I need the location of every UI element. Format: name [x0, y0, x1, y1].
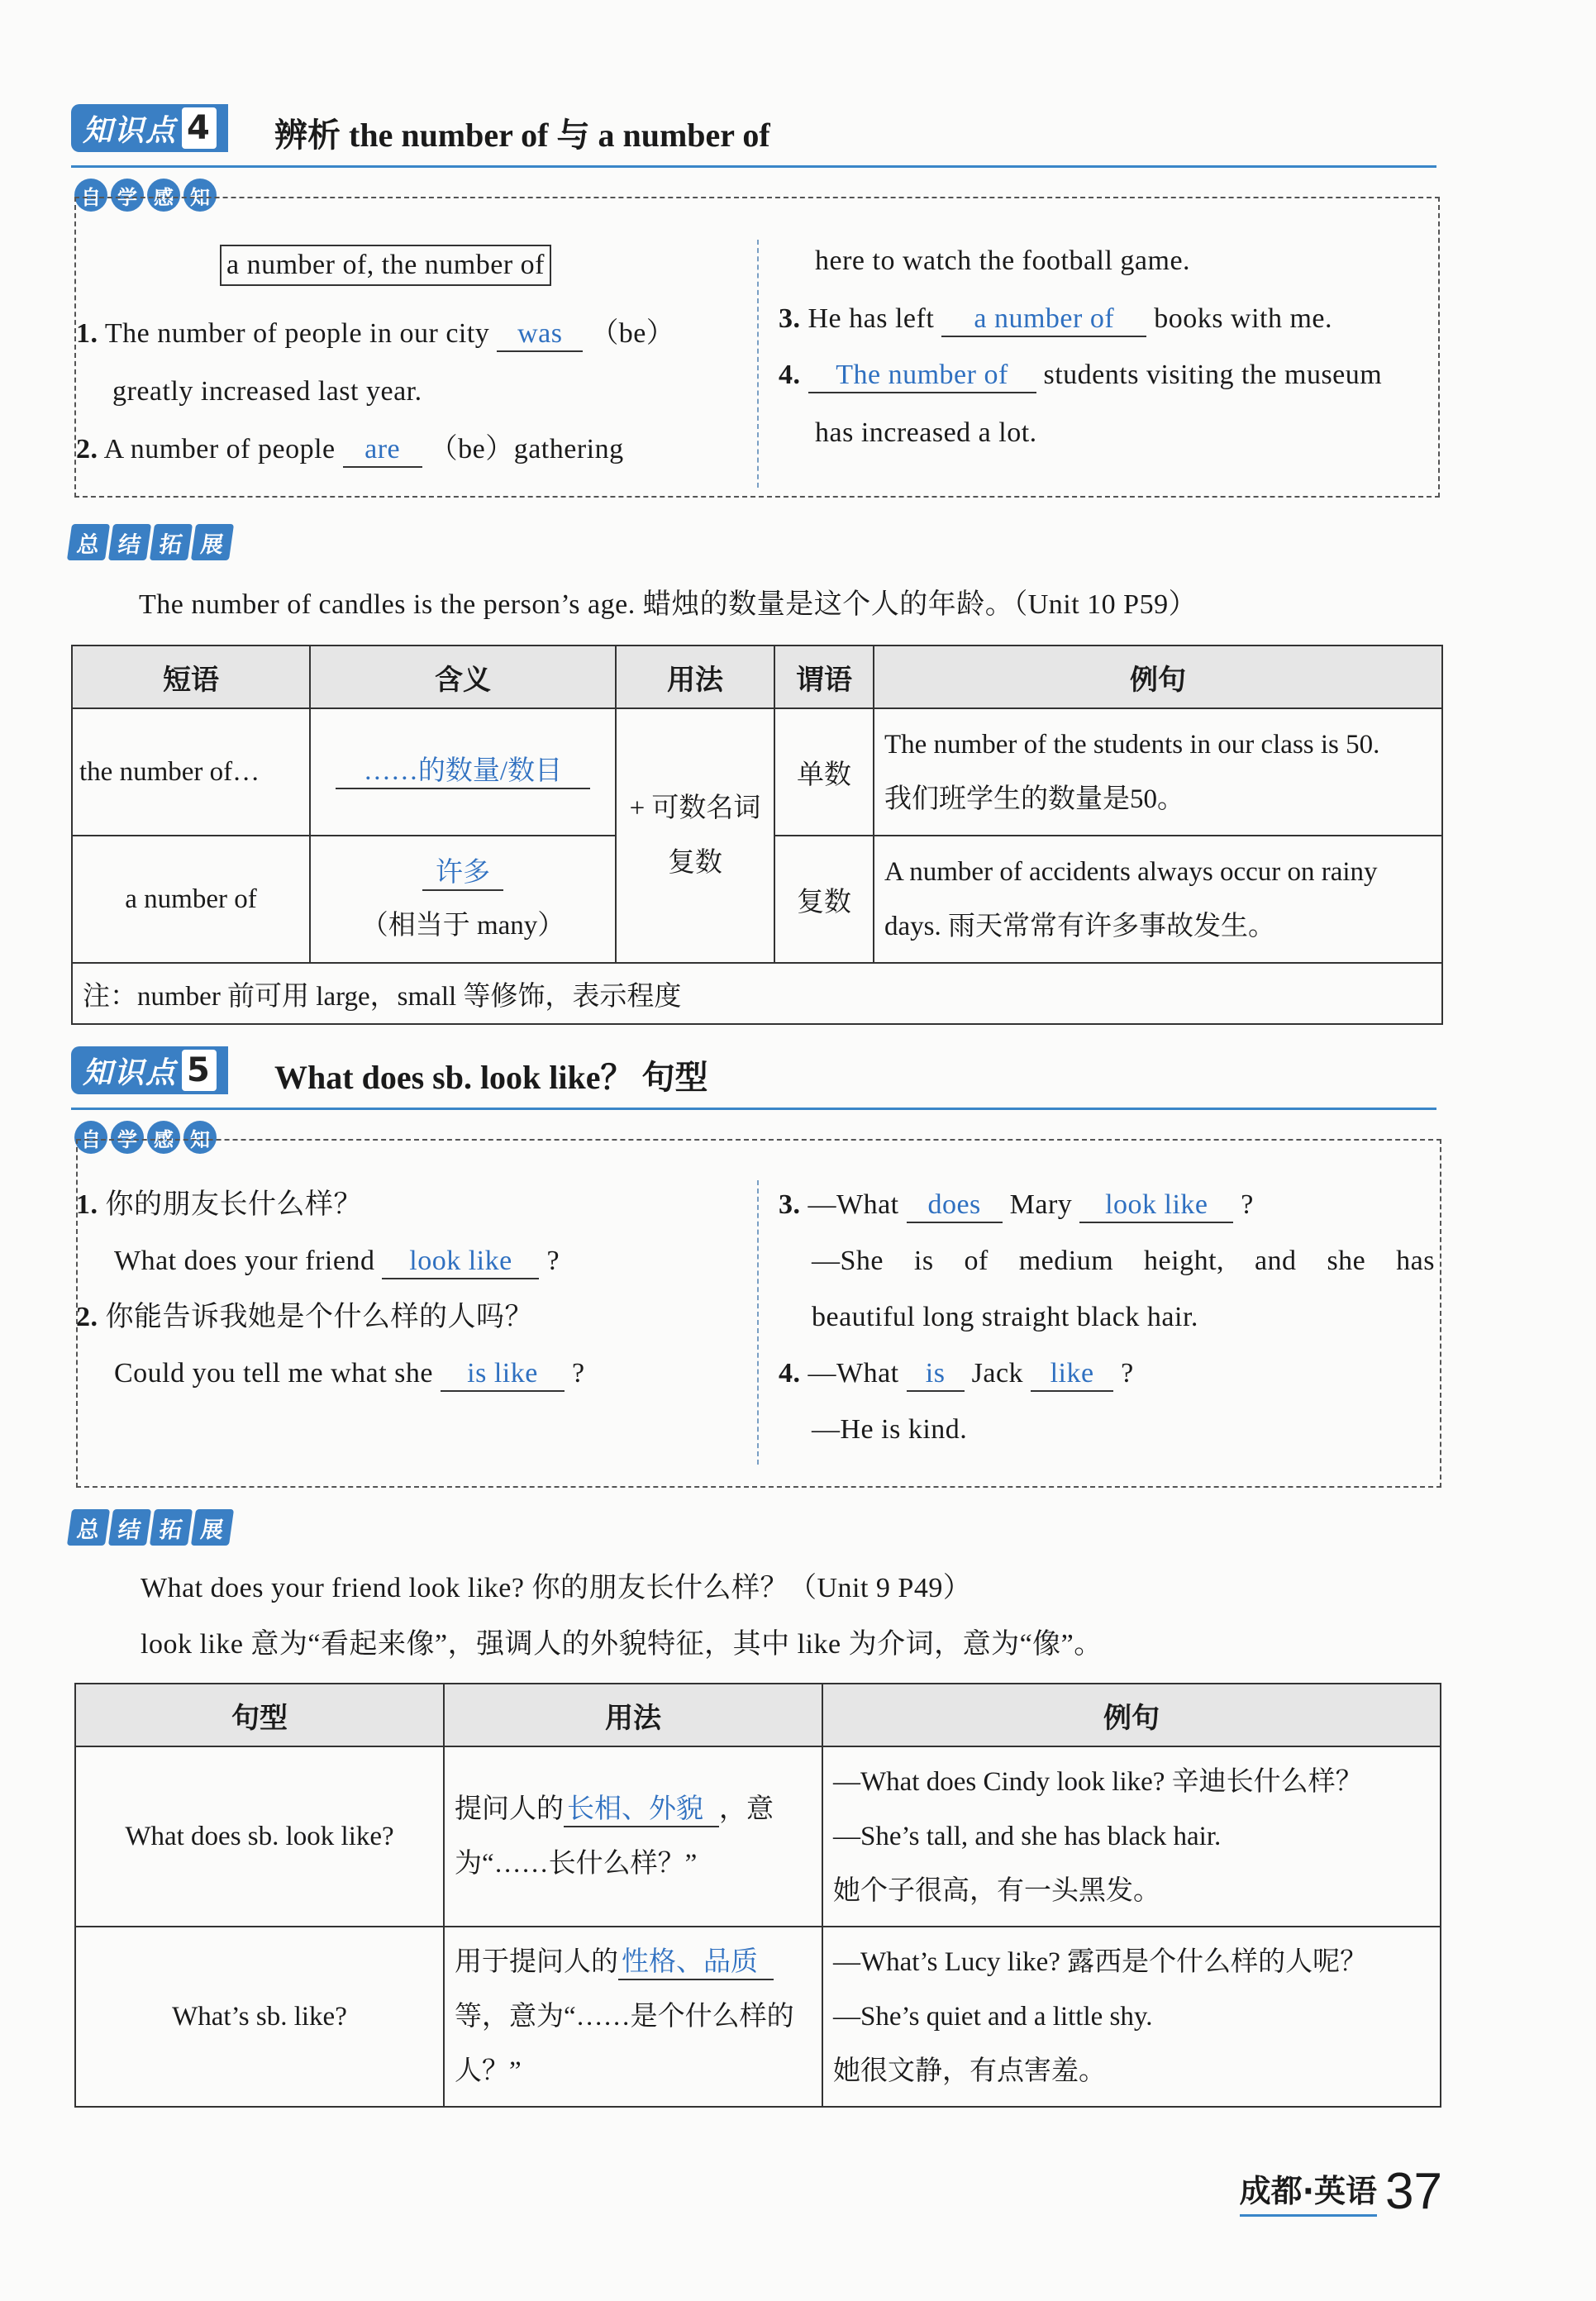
section5-divider	[757, 1180, 759, 1465]
section5-title: What does sb. look like？ 句型	[274, 1059, 708, 1096]
s5-q3-num: 3.	[779, 1189, 801, 1220]
s5-q4-num: 4.	[779, 1358, 801, 1389]
example-cell	[874, 708, 1442, 836]
summary-char: 总	[67, 524, 110, 560]
table-header: 例句	[874, 646, 1442, 708]
summary-char: 总	[67, 1509, 110, 1546]
s4-summary-line: The number of candles is the person’s age. 蜡烛的数量是这个人的年龄。（Unit 10 P59）	[139, 589, 1198, 620]
section4-divider	[757, 240, 759, 488]
s5-q3-line1	[779, 1187, 1254, 1223]
s5-q4-a: —What	[808, 1358, 899, 1389]
self-learn-char: 知	[183, 179, 217, 212]
usage-text-a: 提问人的	[455, 1794, 564, 1824]
usage-cell	[444, 1927, 822, 2107]
section4-badge-label: 知识点	[83, 113, 178, 148]
meaning-note: （相当于 many）	[360, 911, 565, 941]
example-cell	[874, 836, 1442, 963]
table-header: 用法	[444, 1684, 822, 1746]
example-cn: 我们班学生的数量是50。	[884, 784, 1184, 814]
s4-q3-text-a: He has left	[808, 303, 935, 334]
section5-badge-label: 知识点	[83, 1055, 178, 1090]
s4-q1-text-a: The number of people in our city	[104, 318, 490, 349]
self-learn-char: 自	[74, 1121, 107, 1154]
usage-text-b: ，意为“……长什么样？”	[455, 1794, 774, 1879]
example-line: —She’s quiet and a little shy.	[833, 2002, 1153, 2032]
section5-badge	[71, 1046, 228, 1094]
example-line: —What’s Lucy like? 露西是个什么样的人呢？	[833, 1947, 1368, 1977]
s5-q2-en	[114, 1355, 585, 1392]
example-line: 她个子很高，有一头黑发。	[833, 1876, 1160, 1906]
s4-q3-text-b: books with me.	[1154, 303, 1332, 334]
example-line: —She’s tall, and she has black hair.	[833, 1822, 1222, 1851]
s4-q2-text-b: （be）gathering	[429, 434, 624, 464]
s5-q2-cn-text: 你能告诉我她是个什么样的人吗？	[105, 1302, 533, 1332]
section4-title: 辨析 the number of 与 a number of	[274, 117, 770, 154]
s4-q2-answer[interactable]: are	[343, 433, 422, 468]
s4-q4-text-b: students visiting the museum	[1043, 360, 1383, 390]
summary-char: 结	[108, 1509, 151, 1546]
s5-q4-answer2[interactable]: like	[1031, 1357, 1113, 1392]
table-note: 注：number 前可用 large，small 等修饰，表示程度	[72, 963, 1442, 1024]
meaning-cell	[310, 836, 616, 963]
self-learn-char: 知	[183, 1121, 217, 1154]
example-line: 她很文静，有点害羞。	[833, 2056, 1106, 2086]
self-learn-char: 感	[147, 1121, 180, 1154]
predicate-cell: 单数	[774, 708, 874, 836]
s5-q1-num: 1.	[76, 1189, 98, 1220]
s4-q3-num: 3.	[779, 303, 801, 334]
pattern-cell: What does sb. look like?	[75, 1746, 444, 1927]
s5-summary-line2: look like 意为“看起来像”，强调人的外貌特征，其中 like 为介词，意为“像”。	[141, 1629, 1103, 1660]
section4-badge	[71, 104, 228, 152]
s4-q1-num: 1.	[76, 318, 98, 349]
table-header: 句型	[75, 1684, 444, 1746]
s5-q2-answer[interactable]: is like	[441, 1357, 565, 1392]
table-header: 用法	[616, 646, 774, 708]
section5-summary-badge	[69, 1509, 231, 1546]
self-learn-char: 学	[111, 1121, 144, 1154]
section4-header	[71, 102, 1436, 168]
summary-char: 展	[191, 524, 234, 560]
section5-table	[74, 1683, 1441, 2108]
table-header: 短语	[72, 646, 310, 708]
page-number: 37	[1385, 2163, 1442, 2220]
example-cell	[822, 1927, 1441, 2107]
s4-q1-answer[interactable]: was	[497, 317, 583, 352]
usage-answer[interactable]: 长相、外貌	[564, 1793, 719, 1827]
table-header: 例句	[822, 1684, 1441, 1746]
s5-q3-a: —What	[808, 1189, 899, 1220]
word-box: a number of, the number of	[220, 245, 551, 286]
s4-q2-text-a: A number of people	[103, 434, 336, 464]
s5-q1-en-b: ?	[546, 1246, 560, 1276]
section4-badge-number: 4	[182, 107, 217, 149]
page-footer	[1239, 2163, 1442, 2220]
s5-q4-c: ?	[1121, 1358, 1134, 1389]
pattern-cell: What’s sb. like?	[75, 1927, 444, 2107]
table-row	[72, 708, 1442, 836]
s5-q3-resp1: —She is of medium height, and she has	[812, 1246, 1435, 1276]
s4-q1-line1	[76, 316, 674, 352]
example-en: The number of the students in our class is 50.	[884, 730, 1380, 760]
s4-q2-line2: here to watch the football game.	[815, 245, 1191, 276]
s5-summary-line1: What does your friend look like? 你的朋友长什么样？（Unit 9 P49）	[141, 1573, 972, 1603]
s4-q4-num: 4.	[779, 360, 801, 390]
s4-q2-num: 2.	[76, 434, 98, 464]
s5-q4-line1	[779, 1355, 1134, 1392]
s5-q2-num: 2.	[76, 1302, 98, 1332]
usage-text-a: 用于提问人的	[455, 1947, 618, 1977]
s4-q4-line1	[779, 357, 1382, 393]
s5-q1-en	[114, 1243, 560, 1279]
meaning-answer[interactable]: 许多	[422, 856, 503, 891]
meaning-answer[interactable]: ……的数量/数目	[336, 755, 590, 789]
table-row	[75, 1927, 1441, 2107]
summary-char: 展	[191, 1509, 234, 1546]
footer-label: 成都·英语	[1240, 2165, 1377, 2217]
s4-q2-line1	[76, 431, 624, 468]
section5-header	[71, 1045, 1436, 1110]
meaning-cell	[310, 708, 616, 836]
s5-q1-answer[interactable]: look like	[382, 1245, 539, 1279]
example-line: —What does Cindy look like? 辛迪长什么样？	[833, 1767, 1363, 1797]
s5-q2-cn	[76, 1299, 533, 1336]
s4-q4-answer[interactable]: The number of	[808, 359, 1036, 393]
summary-char: 结	[108, 524, 151, 560]
self-learn-char: 自	[74, 179, 107, 212]
usage-text-b: 等，意为“……是个什么样的人？”	[455, 2002, 794, 2086]
s4-q3-line1	[779, 301, 1332, 337]
summary-char: 拓	[150, 1509, 193, 1546]
s5-q3-c: ?	[1241, 1189, 1254, 1220]
s4-q4-line2: has increased a lot.	[815, 417, 1037, 448]
s5-q4-resp: —He is kind.	[812, 1414, 968, 1445]
table-header-row	[75, 1684, 1441, 1746]
s5-q3-b: Mary	[1009, 1189, 1073, 1220]
section5-badge-number: 5	[182, 1050, 217, 1091]
s5-q4-answer1[interactable]: is	[907, 1357, 965, 1392]
example-cn: days. 雨天常常有许多事故发生。	[884, 912, 1275, 941]
s5-q1-cn	[76, 1187, 362, 1223]
table-row	[75, 1746, 1441, 1927]
s5-q2-en-b: ?	[572, 1358, 585, 1389]
s4-q1-line2: greatly increased last year.	[112, 376, 422, 407]
s5-q4-b: Jack	[971, 1358, 1024, 1389]
phrase-cell: a number of	[72, 836, 310, 963]
example-en: A number of accidents always occur on rainy	[884, 857, 1378, 887]
usage-answer[interactable]: 性格、品质	[618, 1946, 774, 1980]
predicate-cell: 复数	[774, 836, 874, 963]
s5-q1-cn-text: 你的朋友长什么样？	[105, 1189, 362, 1220]
phrase-cell: the number of…	[72, 708, 310, 836]
self-learn-char: 感	[147, 179, 180, 212]
s5-q3-answer1[interactable]: does	[907, 1189, 1003, 1223]
table-header: 谓语	[774, 646, 874, 708]
s5-q3-answer2[interactable]: look like	[1079, 1189, 1233, 1223]
self-learn-char: 学	[111, 179, 144, 212]
s5-q1-en-a: What does your friend	[114, 1246, 375, 1276]
s5-q2-en-a: Could you tell me what she	[114, 1358, 434, 1389]
section4-summary-badge	[69, 524, 231, 560]
usage-cell	[444, 1746, 822, 1927]
s5-q3-resp2: beautiful long straight black hair.	[812, 1302, 1198, 1332]
example-cell	[822, 1746, 1441, 1927]
table-header-row	[72, 646, 1442, 708]
usage-cell: + 可数名词复数	[616, 708, 774, 963]
table-header: 含义	[310, 646, 616, 708]
table-note-row	[72, 963, 1442, 1024]
s4-q3-answer[interactable]: a number of	[941, 303, 1146, 337]
section4-table	[71, 645, 1443, 1025]
s4-q1-text-b: （be）	[590, 318, 675, 349]
summary-char: 拓	[150, 524, 193, 560]
